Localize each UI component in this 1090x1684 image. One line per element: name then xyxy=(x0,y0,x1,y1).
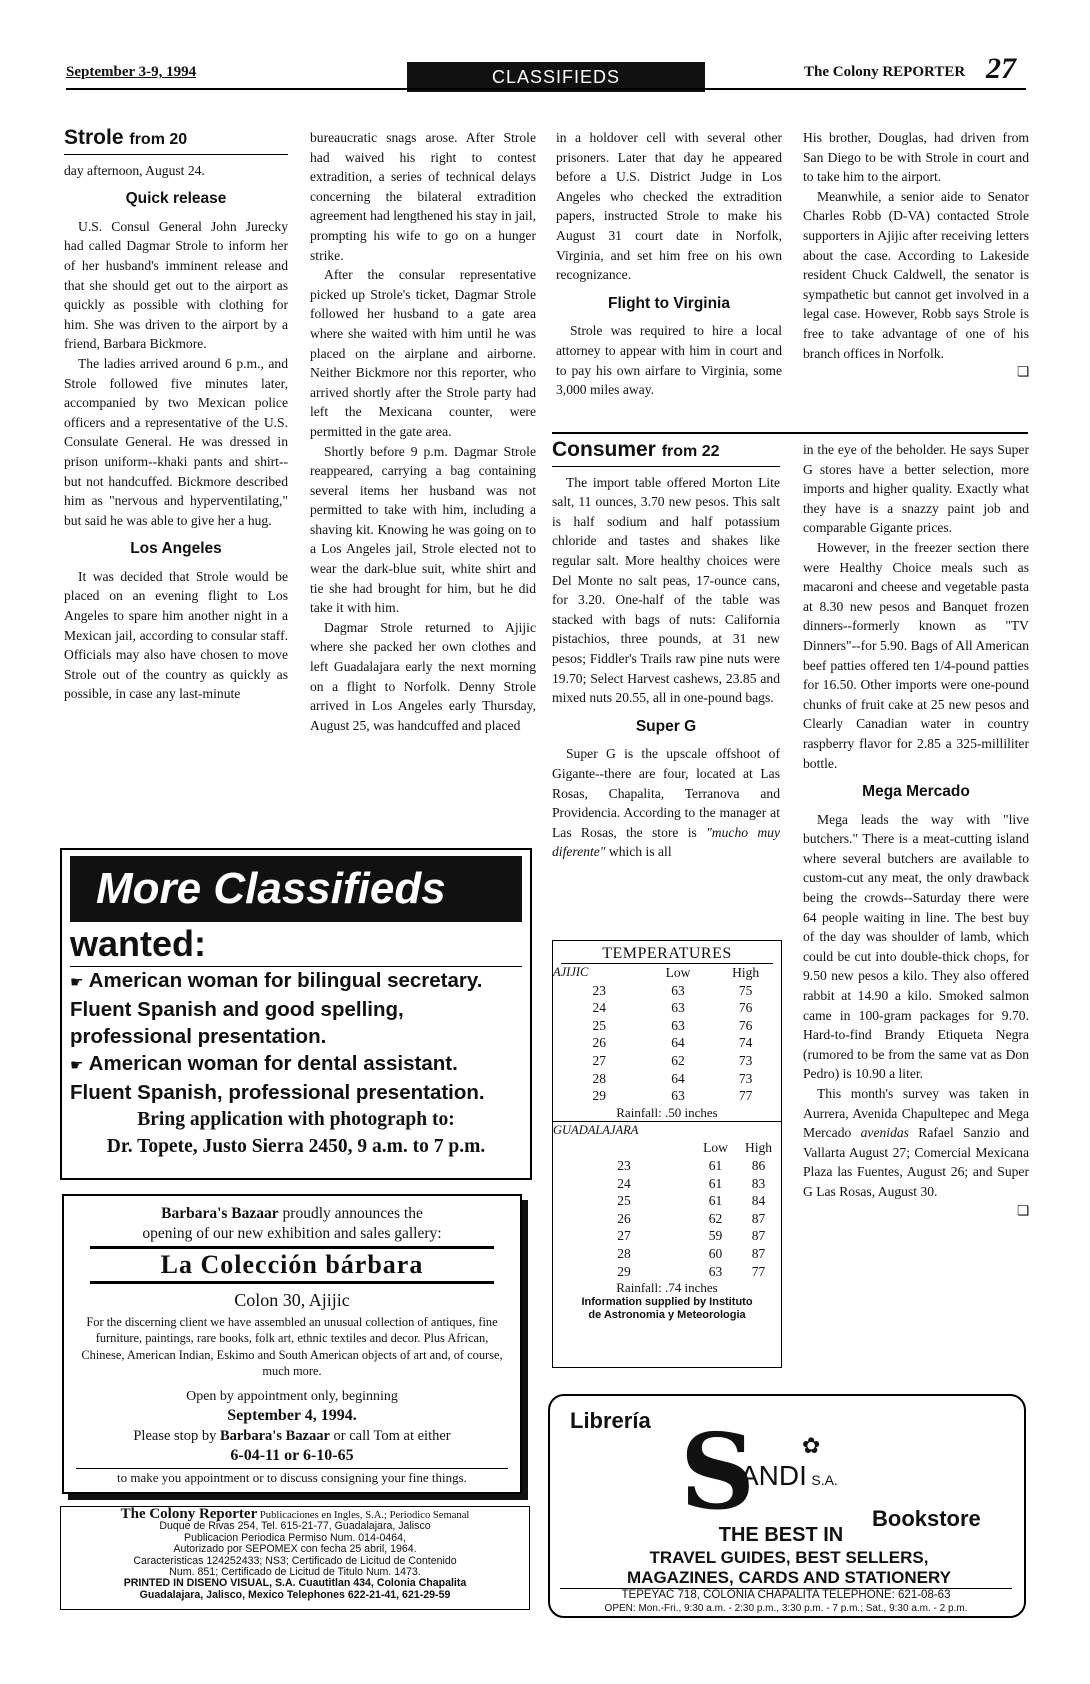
day-cell: 24 xyxy=(592,1000,607,1016)
subhead-flight-to-virginia: Flight to Virginia xyxy=(608,294,730,312)
day-cell: 29 xyxy=(617,1263,631,1279)
high-cell: 77 xyxy=(751,1263,766,1279)
rainfall-guadalajara: Rainfall: .74 inches xyxy=(616,1280,718,1296)
consumer-paragraph: Mega leads the way with "live butchers." There is a meat-cutting island where several butchers are available to custom-cut any meat, the only drawback being the crowds--Saturday there were 64 people waiting in line. The best buy of the day was shoulder of lamb, which could be cut into double-thick chops, for 9.50 new pesos a kilo. They also offered rabbit at 14.90 a kilo. Smoked salmon came in 100-gram packages for 9.70. Hard-to-find Brandy Etiqueta Negra (rumored to be from the same vat as Don Pedro) is 10.90 a liter. xyxy=(803,811,1029,1082)
italic-word: avenidas xyxy=(860,1125,909,1141)
sandi-wordmark xyxy=(740,1460,838,1492)
high-cell: 77 xyxy=(738,1088,753,1104)
temperatures-guadalajara-table xyxy=(553,1122,781,1280)
strole-paragraph: Dagmar Strole returned to Ajijic where she packed her own clothes and left Guadalajara early the next morning on a flight to Norfolk. Denny Strole arrived in Los Angeles early Thursday, August 25, was handcuffed and placed xyxy=(310,619,536,733)
low-cell: 63 xyxy=(671,1000,685,1016)
col-high: High xyxy=(745,1140,773,1156)
bazaar-address: Colon 30, Ajijic xyxy=(234,1290,350,1310)
strole-paragraph: The ladies arrived around 6 p.m., and Strole followed five minutes later, accompanied by two Mexican police officers and a representative of the U.S. Consulate General. He was dressed in prison uniform--khaki pants and shirt--but not handcuffed. Bickmore described him as "nervous and hyperventilating," but said he was able to give her a hug. xyxy=(64,355,288,528)
day-cell: 28 xyxy=(617,1245,631,1261)
masthead-line: Caracteristicas 124252433; NS3; Certificado de Licitud de Contenido xyxy=(133,1554,457,1567)
bookstore-label: Bookstore xyxy=(872,1506,981,1531)
masthead-box xyxy=(60,1506,530,1610)
text-run: American woman for dental assistant. xyxy=(88,1052,458,1075)
wanted-line-3: professional presentation. xyxy=(70,1025,327,1048)
consumer-paragraph xyxy=(803,1084,1029,1202)
temperatures-title: TEMPERATURES xyxy=(561,945,773,964)
flower-icon: ✿ xyxy=(802,1434,821,1459)
temperature-row xyxy=(553,1227,781,1245)
strole-column-3 xyxy=(556,128,782,400)
day-cell: 27 xyxy=(617,1228,631,1244)
rainfall-ajijic: Rainfall: .50 inches xyxy=(553,1105,781,1122)
source-line: de Astronomia y Meteorologia xyxy=(588,1309,746,1322)
temperature-row xyxy=(553,1017,781,1035)
low-cell: 64 xyxy=(671,1070,685,1086)
temperature-row xyxy=(553,1157,781,1175)
consumer-paragraph: However, in the freezer section there were Healthy Choice meals such as macaroni and cheese and vegetable pasta at 8.30 new pesos and Banquet frozen dinners--formerly known as "TV Dinners"--for 5.90. Bags of All American beef patties offered ten 1/4-pound patties for 16.50. Other imports were one-pound chunks of fruit cake at 25 new pesos and Clearly Canadian water in country raspberry flavor for 2.85 a 325-milliliter bottle. xyxy=(803,539,1029,771)
bazaar-description: For the discerning client we have assembled an unusual collection of antiques, fine furniture, paintings, rare books, folk art, ethnic textiles and decor. Plus African, Chinese, American Indian, Eskimo and South American objects of art and, of course, much more. xyxy=(81,1315,503,1379)
sandi-tagline-1: TRAVEL GUIDES, BEST SELLERS, xyxy=(649,1548,929,1567)
strole-paragraph: It was decided that Strole would be placed on an evening flight to Los Angeles to spare him another night in a Mexican jail, according to consular staff. Officials may also have chosen to move Strole out of the country as quickly as possible, in case any last-minute xyxy=(64,568,288,702)
strole-column-4 xyxy=(803,128,1029,383)
sandi-tagline-2: MAGAZINES, CARDS AND STATIONERY xyxy=(627,1568,951,1587)
low-cell: 61 xyxy=(708,1193,723,1209)
text-run: Publicaciones en Ingles, S.A.; Periodico Semanal xyxy=(257,1510,470,1521)
consumer-heading xyxy=(552,440,780,467)
sandi-address: TEPEYAC 718, COLONIA CHAPALITA TELEPHONE: 621-08-63 xyxy=(621,1589,951,1601)
city-ajijic: AJIJIC xyxy=(553,965,589,979)
bazaar-open: Open by appointment only, beginning xyxy=(186,1388,398,1404)
high-cell: 86 xyxy=(751,1157,766,1173)
strole-column-1 xyxy=(64,128,288,704)
day-cell: 23 xyxy=(617,1157,631,1173)
pointing-hand-icon: ☛ xyxy=(70,973,89,991)
strole-paragraph: bureaucratic snags arose. After Strole had waived his right to contest extradition, a series of technical delays concerning the bilateral extradition agreement had lengthened his stay in jail, prompting his wife to go on a hunger strike. xyxy=(310,130,536,263)
low-cell: 64 xyxy=(671,1035,685,1051)
consumer-column-1 xyxy=(552,440,780,862)
sandi-hours: OPEN: Mon.-Fri., 9:30 a.m. - 2:30 p.m., 3:30 p.m. - 7 p.m.; Sat., 9:30 a.m. - 2 p.m. xyxy=(604,1603,968,1614)
text-run: proudly announces the xyxy=(278,1205,423,1222)
bazaar-name: Barbara's Bazaar xyxy=(161,1205,279,1222)
col-low: Low xyxy=(703,1140,728,1156)
page-date: September 3-9, 1994 xyxy=(66,64,197,80)
masthead-line: Guadalajara, Jalisco, Mexico Telephones 622-21-41, 621-29-59 xyxy=(139,1588,451,1601)
paper-name: The Colony REPORTER xyxy=(804,64,966,80)
day-cell: 24 xyxy=(617,1175,631,1191)
day-cell: 27 xyxy=(592,1052,607,1068)
end-mark-icon: ❏ xyxy=(1016,1202,1029,1219)
low-cell: 63 xyxy=(671,982,685,998)
strole-paragraph: in a holdover cell with several other prisoners. Later that day he appeared before a U.S. District Judge in Los Angeles who checked the extradition papers, instructed Strole to make his August 31 court date in Norfolk, Virginia, and set him free on his own recognizance. xyxy=(556,130,782,283)
sa-text: S.A. xyxy=(811,1472,838,1488)
temperature-row xyxy=(553,1052,781,1070)
strole-title: Strole xyxy=(64,126,124,149)
strole-paragraph: His brother, Douglas, had driven from San Diego to be with Strole in court and to take him to the airport. xyxy=(803,130,1029,185)
consumer-paragraph xyxy=(552,744,780,862)
text-run: This month's survey was taken in Aurrera, Avenida Chapultepec and Mega Mercado xyxy=(803,1086,1029,1141)
high-cell: 73 xyxy=(738,1070,753,1086)
sandi-ad xyxy=(548,1394,1026,1618)
city-guadalajara: GUADALAJARA xyxy=(553,1122,639,1137)
sandi-logo-s: S xyxy=(680,1410,756,1533)
high-cell: 84 xyxy=(751,1193,766,1209)
strole-jump: from 20 xyxy=(129,131,188,148)
subhead-mega-mercado: Mega Mercado xyxy=(862,783,970,801)
high-cell: 87 xyxy=(751,1210,766,1226)
subhead-super-g: Super G xyxy=(635,717,697,735)
strole-end-rule xyxy=(552,432,1028,434)
low-cell: 63 xyxy=(671,1088,685,1104)
masthead-line: Autorizado por SEPOMEX con fecha 25 abril, 1964. xyxy=(173,1543,417,1556)
paper-name: The Colony Reporter xyxy=(120,1506,258,1522)
bazaar-closing: to make you appointment or to discuss consigning your fine things. xyxy=(76,1468,508,1486)
high-cell: 76 xyxy=(738,1000,753,1016)
end-mark-icon: ❏ xyxy=(1016,364,1029,381)
temperature-row xyxy=(553,1263,781,1281)
masthead-line: Duque de Rivas 254, Tel. 615-21-77, Guadalajara, Jalisco xyxy=(159,1520,431,1533)
high-cell: 75 xyxy=(738,982,753,998)
wanted-contact: Dr. Topete, Justo Sierra 2450, 9 a.m. to 7 p.m. xyxy=(106,1136,486,1157)
strole-lead: day afternoon, August 24. xyxy=(64,162,205,178)
andi-text: ANDI xyxy=(740,1460,807,1491)
high-cell: 83 xyxy=(751,1175,766,1191)
text-run: Please stop by xyxy=(133,1427,220,1444)
high-cell: 87 xyxy=(751,1228,766,1244)
page-number: 27 xyxy=(986,52,1016,85)
low-cell: 63 xyxy=(708,1263,723,1279)
day-cell: 28 xyxy=(592,1070,607,1086)
subhead-quick-release: Quick release xyxy=(125,190,227,208)
masthead-line: PRINTED IN DISENO VISUAL, S.A. Cuautitlan 434, Colonia Chapalita xyxy=(123,1577,467,1590)
strole-paragraph: Strole was required to hire a local attorney to appear with him in court and to pay his own airfare to Virginia, some 3,000 miles away. xyxy=(556,323,782,398)
temperatures-source xyxy=(553,1296,781,1322)
text-run: or call Tom at either xyxy=(329,1427,451,1444)
consumer-jump: from 22 xyxy=(661,443,720,460)
wanted-line-6: Bring application with photograph to: xyxy=(137,1109,455,1130)
day-cell: 26 xyxy=(617,1210,631,1226)
low-cell: 60 xyxy=(708,1245,723,1261)
header-rule xyxy=(66,88,1026,90)
strole-paragraph: Shortly before 9 p.m. Dagmar Strole reappeared, carrying a bag containing several items her husband was not permitted to take with him, including a shaving kit. Knowing he was going on to a Los Angeles jail, Strole elected not to wear the dark-blue suit, white shirt and tie she had brought for him, but he did take it with him. xyxy=(310,443,536,616)
day-cell: 26 xyxy=(592,1035,607,1051)
text-run: Rafael Sanzio and Vallarta August 27; Comercial Mexicana Plaza las Fuentes, August 26; and Super G Las Rosas, August 30. xyxy=(803,1125,1029,1199)
wanted-line-4 xyxy=(70,1050,522,1079)
text-run: Super G is the upscale offshoot of Gigante--there are four, located at Las Rosas, Chapalita, Terranova and Providencia. According to the manager at Las Rosas, the store is xyxy=(552,746,780,840)
high-cell: 73 xyxy=(738,1052,753,1068)
bazaar-line-2: opening of our new exhibition and sales gallery: xyxy=(142,1225,442,1242)
temperature-row xyxy=(553,1087,781,1105)
masthead-line: Num. 851; Certificado de Licitud de Titulo Num. 1473. xyxy=(169,1566,421,1579)
day-cell: 29 xyxy=(592,1088,607,1104)
strole-paragraph: After the consular representative picked up Strole's ticket, Dagmar Strole followed her husband to a gate area where she waited with him until he was placed on the airplane and airborne. Neither Bickmore nor this reporter, who arrived shortly after the Strole party had left the Mexicana counter, were permitted in the gate area. xyxy=(310,267,536,439)
bazaar-open-date: September 4, 1994. xyxy=(227,1406,357,1424)
subhead-los-angeles: Los Angeles xyxy=(130,540,222,558)
text-run: American woman for bilingual secretary. xyxy=(88,969,483,992)
bazaar-name: Barbara's Bazaar xyxy=(219,1427,330,1444)
high-cell: 76 xyxy=(738,1017,753,1033)
source-line: Information supplied by Instituto xyxy=(581,1296,753,1309)
temperature-row xyxy=(553,1034,781,1052)
bazaar-line-1 xyxy=(76,1204,508,1224)
temperature-row xyxy=(553,1245,781,1263)
more-classifieds-box xyxy=(60,848,532,1180)
wanted-heading: wanted: xyxy=(70,922,522,967)
low-cell: 63 xyxy=(671,1017,685,1033)
temperature-row xyxy=(553,1175,781,1193)
masthead-line: Publicacion Periodica Permiso Num. 014-0464, xyxy=(184,1531,406,1544)
temperature-row xyxy=(553,1070,781,1088)
sandi-footer xyxy=(560,1588,1012,1615)
temperature-row xyxy=(553,1210,781,1228)
section-banner: CLASSIFIEDS xyxy=(407,62,705,92)
consumer-paragraph: The import table offered Morton Lite salt, 11 ounces, 3.70 new pesos. This salt is half sodium and half potassium chloride and tastes and shakes like regular salt. More healthy choices were Del Monte no salt peas, 17-ounce cans, for 3.20. One-half of the table was stacked with bags of nuts: California pistachios, three pounds, at 31 new pesos; Fiddler's Trails raw pine nuts were 19.70; Select Harvest cashews, 23.85 and mixed nuts 20.55, all in one-pound bags. xyxy=(552,474,780,706)
high-cell: 74 xyxy=(738,1035,753,1051)
col-high: High xyxy=(732,965,760,980)
wanted-ad xyxy=(62,922,530,1160)
strole-heading xyxy=(64,128,288,155)
strole-paragraph: U.S. Consul General John Jurecky had called Dagmar Strole to inform her of her husband's imminent release and that she should get out to the airport as quickly as possible with clothing for him. She was driven to the airport by a friend, Barbara Bickmore. xyxy=(64,218,288,352)
gallery-name-logo: La Colección bárbara xyxy=(90,1246,494,1284)
wanted-line-5: Fluent Spanish, professional presentation. xyxy=(70,1081,485,1104)
strole-paragraph: Meanwhile, a senior aide to Senator Charles Robb (D-VA) contacted Strole supporters in Ajijic after receiving letters about the case. According to Lakeside resident Chuck Caldwell, the senator is sympathetic but cannot get involved in a legal case. However, Robb says Strole is free to take advantage of one of his branch offices in Norfolk. xyxy=(803,188,1029,361)
italic-phrase: "mucho muy diferente" xyxy=(552,824,780,860)
low-cell: 61 xyxy=(708,1157,723,1173)
temperature-row xyxy=(553,999,781,1017)
temperature-row xyxy=(553,982,781,1000)
consumer-paragraph: in the eye of the beholder. He says Super G stores have a better selection, more imports and higher quality. Exactly what they have is a snazzy paint job and comparable Gigante prices. xyxy=(803,442,1029,536)
libreria-label: Librería xyxy=(570,1408,651,1433)
best-in-label: THE BEST IN xyxy=(718,1524,844,1546)
text-run: which is all xyxy=(605,844,672,860)
low-cell: 59 xyxy=(708,1228,723,1244)
bazaar-ad xyxy=(62,1194,522,1494)
bazaar-phones: 6-04-11 or 6-10-65 xyxy=(230,1446,354,1464)
low-cell: 61 xyxy=(708,1175,723,1191)
pointing-hand-icon: ☛ xyxy=(70,1056,89,1074)
day-cell: 25 xyxy=(617,1193,631,1209)
more-classifieds-banner: More Classifieds xyxy=(70,856,522,922)
bazaar-contact xyxy=(76,1426,508,1446)
temperatures-ajijic-table xyxy=(553,964,781,1105)
low-cell: 62 xyxy=(671,1052,685,1068)
high-cell: 87 xyxy=(751,1245,766,1261)
consumer-title: Consumer xyxy=(552,438,656,461)
wanted-line-1 xyxy=(70,967,522,996)
low-cell: 62 xyxy=(708,1210,723,1226)
day-cell: 23 xyxy=(592,982,607,998)
day-cell: 25 xyxy=(592,1017,607,1033)
col-low: Low xyxy=(665,965,691,980)
strole-column-2 xyxy=(310,128,536,735)
consumer-column-2 xyxy=(803,440,1029,1221)
wanted-line-2: Fluent Spanish and good spelling, xyxy=(70,998,404,1021)
temperature-row xyxy=(553,1192,781,1210)
temperatures-box xyxy=(552,940,782,1368)
